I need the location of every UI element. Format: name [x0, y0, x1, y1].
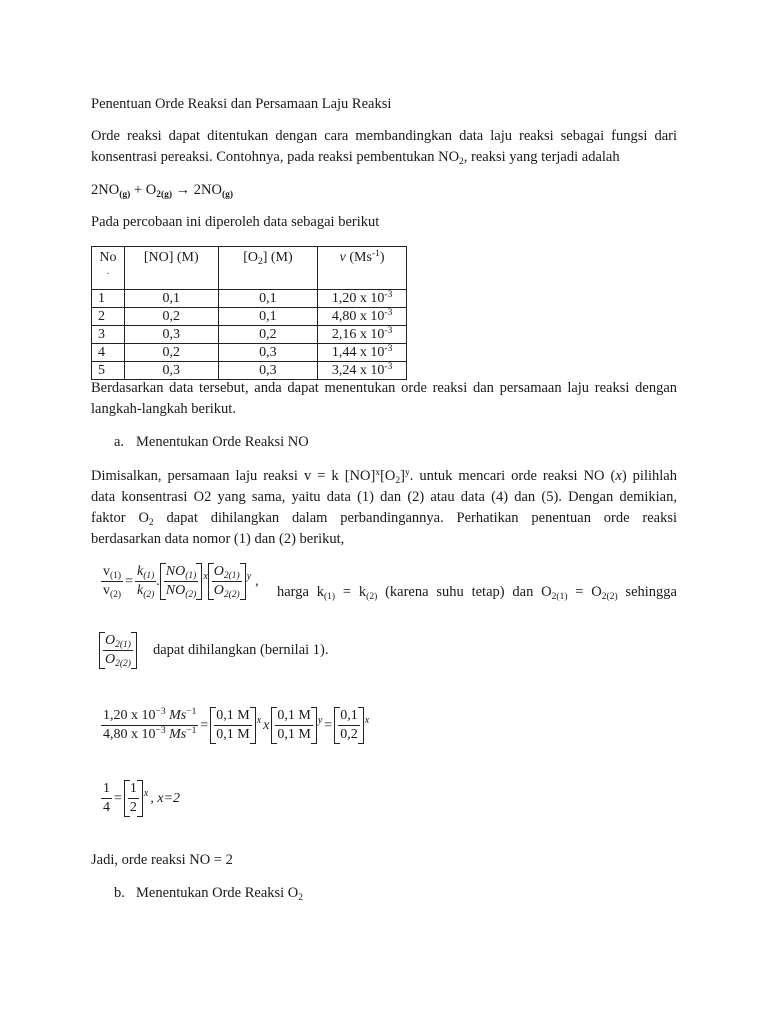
- table-row: [92, 326, 407, 344]
- table-row: [92, 290, 407, 308]
- para-a-line-4: berdasarkan data nomor (1) dan (2) berikut,: [91, 531, 345, 547]
- table-row: [92, 308, 407, 326]
- no-concentration-bracket: $\frac{0,1 M}{0,1 M}$: [210, 707, 255, 744]
- o2-ratio-bracket: $\frac{O_{2(1)}}{O_{2(2)}}$: [208, 563, 246, 600]
- cell-rate: 3,24 x $10^{-3}$: [318, 362, 407, 380]
- cell-rate: 1,20 x $10^{-3}$: [318, 290, 407, 308]
- para-a-line-3: faktor $O_2$ dapat dihilangkan dalam perbandingannya. Perhatikan penentuan orde reaksi: [91, 510, 677, 528]
- experiment-data-table: [91, 246, 407, 380]
- table-intro: Pada percobaan ini diperoleh data sebagai berikut: [91, 214, 380, 230]
- order-solution-equation: $\frac{1}{4}$ = $\frac{1}{2}$ x , x=2: [103, 781, 181, 815]
- cell-rate: 1,44 x $10^{-3}$: [318, 344, 407, 362]
- cell-o2-concentration: 0,1: [218, 308, 318, 326]
- rate-ratio-equation: $\frac{v_{(1)}}{v_{(2)}}$ = $\frac{k_{(1)}}{k_{(2)}}$ . $\frac{NO_{(1)}}{NO_{(2)}}$ x $\frac{O_{2(1)}}{O_{2(2)}}$ y ,: [103, 564, 259, 600]
- intro-line-1: Orde reaksi dapat ditentukan dengan cara membandingkan data laju reaksi sebagai fungsi dari: [91, 128, 677, 144]
- k-ratio-fraction: $\frac{k_{(1)}}{k_{(2)}}$: [136, 564, 155, 600]
- o2-ratio-bracket: $\frac{O_{2(1)}}{O_{2(2)}}$: [99, 632, 137, 669]
- cell-o2-concentration: 0,2: [218, 326, 318, 344]
- para-a-line-2: data konsentrasi O2 yang sama, yaitu data (1) dan (2) atau data (4) dan (5). Dengan demikian,: [91, 489, 677, 505]
- simplified-bracket: $\frac{0,1}{0,2}$: [334, 707, 364, 744]
- cell-rate: 4,80 x $10^{-3}$: [318, 308, 407, 326]
- section-b-heading: b. Menentukan Orde Reaksi $O_2$: [114, 885, 304, 903]
- cell-no: 2: [92, 308, 125, 326]
- document-title: Penentuan Orde Reaksi dan Persamaan Laju Reaksi: [91, 96, 392, 112]
- header-rate: v $(Ms^{-1})$: [318, 247, 407, 290]
- cell-no-concentration: 0,3: [124, 362, 218, 380]
- section-b-marker: b.: [114, 885, 125, 901]
- cell-no-concentration: 0,2: [124, 308, 218, 326]
- header-o2-concentration: $[O_2]$ (M): [218, 247, 318, 290]
- section-a-marker: a.: [114, 434, 125, 450]
- header-no-concentration: [NO] (M): [124, 247, 218, 290]
- no-ratio-bracket: $\frac{NO_{(1)}}{NO_{(2)}}$: [160, 563, 203, 600]
- numeric-substitution-equation: $\frac{1,20 x 10^{-3} Ms^{-1}}{4,80 x 10^{-3} Ms^{-1}}$ = $\frac{0,1 M}{0,1 M}$ x x $\frac{0,1 M}{0,1 M}$ y = $\frac{0,1}{0,2}$ x: [103, 707, 370, 742]
- reaction-equation: $2NO_{(g)} + O_{2(g)} \to 2NO_{(g)}$: [91, 182, 234, 200]
- cell-o2-concentration: 0,3: [218, 362, 318, 380]
- cell-no-concentration: 0,2: [124, 344, 218, 362]
- cell-o2-concentration: 0,1: [218, 290, 318, 308]
- cell-no-concentration: 0,3: [124, 326, 218, 344]
- section-a-heading: a. Menentukan Orde Reaksi NO: [114, 432, 677, 453]
- after-table-line-2: langkah-langkah berikut.: [91, 401, 236, 417]
- cell-o2-concentration: 0,3: [218, 344, 318, 362]
- eq2-explanation: dapat dihilangkan (bernilai 1).: [152, 642, 329, 658]
- rate-ratio-fraction: $\frac{v_{(1)}}{v_{(2)}}$: [103, 564, 122, 600]
- cell-no: 3: [92, 326, 125, 344]
- cell-no: 5: [92, 362, 125, 380]
- conclusion: Jadi, orde reaksi NO = 2: [91, 852, 233, 868]
- after-table-line-1: Berdasarkan data tersebut, anda dapat menentukan orde reaksi dan persamaan laju reaksi dengan: [91, 380, 677, 396]
- cell-no: 1: [92, 290, 125, 308]
- half-bracket: $\frac{1}{2}$: [124, 780, 143, 817]
- cell-no: 4: [92, 344, 125, 362]
- intro-line-2: konsentrasi pereaksi. Contohnya, pada reaksi pembentukan $NO_2$, reaksi yang terjadi adalah: [91, 149, 620, 167]
- cell-no-concentration: 0,1: [124, 290, 218, 308]
- cell-rate: 2,16 x $10^{-3}$: [318, 326, 407, 344]
- para-a-line-1: Dimisalkan, persamaan laju reaksi v = k $[NO]^x[O_2]^y$. untuk mencari orde reaksi NO (x) pilihlah: [91, 468, 677, 486]
- o2-ratio-equation: [99, 632, 329, 669]
- table-row: [92, 362, 407, 380]
- table-header-row: [92, 247, 407, 290]
- header-no: No .: [92, 247, 125, 290]
- o2-concentration-bracket: $\frac{0,1 M}{0,1 M}$: [271, 707, 316, 744]
- measured-rate-fraction: $\frac{1,20 x 10^{-3} Ms^{-1}}{4,80 x 10^{-3} Ms^{-1}}$: [103, 707, 197, 742]
- eq1-explanation: harga $k_{(1)} = k_{(2)}$ (karena suhu tetap) dan $O_{2(1)} = O_{2(2)}$ sehingga: [277, 584, 677, 602]
- table-row: [92, 344, 407, 362]
